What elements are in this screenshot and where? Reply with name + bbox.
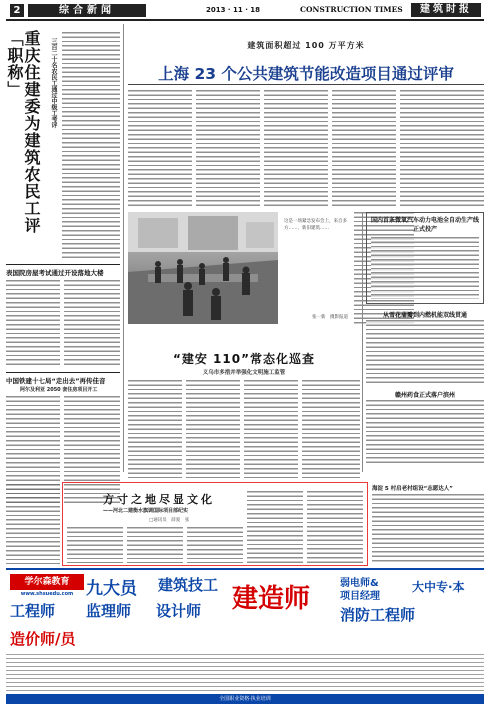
right-box-body <box>371 237 479 299</box>
ad-item: 项目经理 <box>340 591 380 602</box>
article2-body <box>6 280 60 368</box>
ad-item: 消防工程师 <box>340 606 416 624</box>
main-body-col5 <box>400 90 484 208</box>
highlighted-article <box>62 482 368 566</box>
ad-item: 大中专·本 <box>412 580 465 594</box>
article2-title: 表国院房屋考试通过开设落地大楼 <box>6 269 104 277</box>
right-story4-title: 海淀 5 村启老村组设“志愿达人” <box>372 486 453 492</box>
paper-logo: 建筑时报 <box>411 3 481 17</box>
ad-item: 工程师 <box>10 602 56 620</box>
highlight-byline: □通讯员 薛爱 张 <box>149 518 190 523</box>
ad-info-strip <box>6 654 484 694</box>
left-column <box>6 24 120 482</box>
main-headline: 上海 23 个公共建筑节能改造项目通过评审 <box>158 65 454 83</box>
article3-subtitle: 阿尔及利亚 2050 套住房项目开工 <box>20 387 98 393</box>
feature-body-col1 <box>128 380 182 478</box>
feature-body-col2 <box>186 380 240 478</box>
right-story2-body <box>366 320 484 384</box>
lower-left-body <box>6 484 60 564</box>
photo-illustration <box>128 212 278 324</box>
masthead <box>0 0 490 20</box>
photo-credit: 张一新 摄影报道 <box>312 315 348 320</box>
paper-english-name: CONSTRUCTION TIMES <box>300 5 403 14</box>
ad-item: 九大员 <box>86 579 137 599</box>
main-body-col4 <box>332 90 396 208</box>
feature-body-col4 <box>302 380 360 478</box>
column-divider <box>362 212 363 472</box>
ad-item-featured: 建造师 <box>232 584 311 614</box>
right-story4-body <box>372 494 484 564</box>
column-divider <box>123 24 124 472</box>
ad-item: 造价师/员 <box>10 630 76 648</box>
highlight-body-col1 <box>67 527 123 563</box>
highlight-body-col3 <box>187 527 243 563</box>
ad-brand-logo: 学尔森教育 <box>10 574 84 590</box>
masthead-rule <box>6 19 484 21</box>
ad-footer-bar: 全国职业资格·执业培训 <box>6 694 484 704</box>
ad-item: 建筑技工 <box>158 576 219 594</box>
right-box <box>366 212 484 304</box>
highlight-body-col4 <box>247 491 303 563</box>
article2-body-col2 <box>64 280 120 368</box>
main-body-col2 <box>196 90 260 208</box>
divider <box>6 264 120 265</box>
ad-item: 弱电师& <box>340 578 379 589</box>
main-body-col3 <box>264 90 328 208</box>
feature-subtitle: 义乌市多措并举强化文明施工监管 <box>202 370 286 376</box>
ad-url: www.shsuedu.com <box>20 591 74 597</box>
news-photo <box>128 212 278 324</box>
section-title: 综合新闻 <box>28 4 146 17</box>
right-story3-title: 赣州药食正式落户滨州 <box>394 392 455 399</box>
ad-item: 设计师 <box>156 602 202 620</box>
issue-date: 2013 · 11 · 18 <box>206 6 261 14</box>
vertical-headline: 重庆住建委为建筑农民工评「职称」 <box>5 30 41 234</box>
ad-banner[interactable] <box>6 568 484 704</box>
highlight-title: 方寸之地尽显文化 <box>103 493 215 506</box>
article3-title: 中国铁建十七局“走出去”再传佳音 <box>6 377 106 385</box>
highlight-body-col2 <box>127 527 183 563</box>
article-body-text <box>62 32 120 260</box>
feature-body-col3 <box>244 380 298 478</box>
ad-item: 监理师 <box>86 602 132 620</box>
highlight-body-col5 <box>307 491 363 563</box>
feature-title: “建安 110”常态化巡查 <box>172 352 315 366</box>
page-number-badge: 2 <box>10 4 24 17</box>
feature-story <box>128 344 360 480</box>
right-story3-body <box>366 400 484 464</box>
headline-rule <box>128 84 484 85</box>
main-kicker: 建筑面积超过 100 万平方米 <box>247 41 365 50</box>
highlight-subtitle: ——河北二建衡水旗调国际项目部纪实 <box>103 508 189 514</box>
divider <box>6 372 120 373</box>
vertical-subheadline: 三百二十名农民工通过中级工考评 <box>50 38 57 128</box>
right-story2-title: 从雪花蒲瓣到内燃机能双线贯通 <box>382 312 467 319</box>
right-column <box>366 212 484 480</box>
photo-caption: 这是一场紧急发布会上，来自多方……，新旧建筑…… <box>284 219 347 231</box>
main-body-col1 <box>128 90 192 208</box>
right-box-title: 国内首条微氧汽车动力电池全自动生产线正式投产 <box>370 217 479 233</box>
